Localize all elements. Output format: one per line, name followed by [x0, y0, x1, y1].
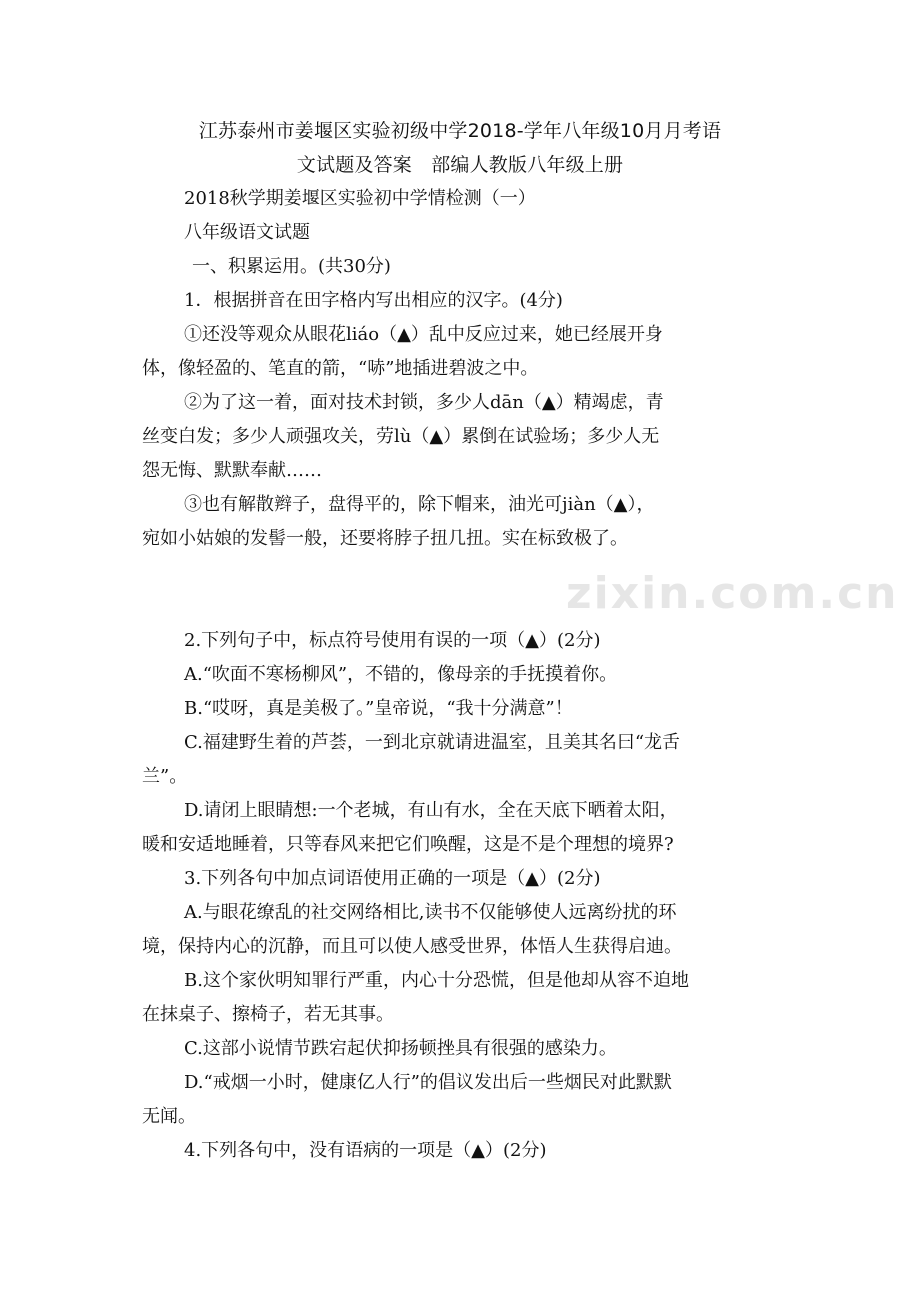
- watermark: zixin.com.cn: [566, 568, 899, 619]
- question-2-option-c-cont: 兰”。: [142, 766, 188, 787]
- question-3: 3.下列各句中加点词语使用正确的一项是（▲）(2分): [184, 868, 601, 889]
- exam-heading: 2018秋学期姜堰区实验初中学情检测（一）: [184, 188, 536, 209]
- section-heading: 一、积累运用。(共30分): [192, 256, 391, 277]
- question-1-item-2-cont: 丝变白发；多少人顽强攻关，劳lù（▲）累倒在试验场；多少人无: [142, 426, 660, 447]
- question-3-option-a-cont: 境，保持内心的沉静，而且可以使人感受世界，体悟人生获得启迪。: [142, 936, 682, 957]
- question-2-option-d-cont: 暖和安适地睡着，只等春风来把它们唤醒，这是不是个理想的境界?: [142, 834, 674, 855]
- question-2-option-a: A.“吹面不寒杨柳风”，不错的，像母亲的手抚摸着你。: [184, 664, 618, 685]
- question-3-option-a: A.与眼花缭乱的社交网络相比,读书不仅能够使人远离纷扰的环: [184, 902, 677, 923]
- question-1-item-1: ①还没等观众从眼花liáo（▲）乱中反应过来，她已经展开身: [184, 324, 663, 345]
- question-3-option-b: B.这个家伙明知罪行严重，内心十分恐慌，但是他却从容不迫地: [184, 970, 689, 991]
- question-1: 1．根据拼音在田字格内写出相应的汉字。(4分): [184, 290, 563, 311]
- question-1-item-2-cont: 怨无悔、默默奉献……: [142, 460, 322, 481]
- question-1-item-1-cont: 体，像轻盈的、笔直的箭，“哧”地插进碧波之中。: [142, 358, 539, 379]
- question-1-item-3: ③也有解散辫子，盘得平的，除下帽来，油光可jiàn（▲），: [184, 494, 655, 515]
- question-3-option-d: D.“戒烟一小时，健康亿人行”的倡议发出后一些烟民对此默默: [184, 1072, 672, 1093]
- document-title-line-2: 文试题及答案 部编人教版八年级上册: [296, 154, 624, 176]
- question-2-option-c: C.福建野生着的芦荟，一到北京就请进温室，且美其名曰“龙舌: [184, 732, 681, 753]
- question-1-item-2: ②为了这一着，面对技术封锁，多少人dān（▲）精竭虑，青: [184, 392, 664, 413]
- question-2: 2.下列句子中，标点符号使用有误的一项（▲）(2分): [184, 630, 601, 651]
- question-1-item-3-cont: 宛如小姑娘的发髻一般，还要将脖子扭几扭。实在标致极了。: [142, 528, 628, 549]
- question-4: 4.下列各句中，没有语病的一项是（▲）(2分): [184, 1140, 547, 1161]
- exam-subject: 八年级语文试题: [184, 222, 310, 243]
- question-3-option-b-cont: 在抹桌子、擦椅子，若无其事。: [142, 1004, 394, 1025]
- question-2-option-d: D.请闭上眼睛想:一个老城，有山有水，全在天底下晒着太阳，: [184, 800, 678, 821]
- question-3-option-d-cont: 无闻。: [142, 1106, 196, 1127]
- document-title-line-1: 江苏泰州市姜堰区实验初级中学2018-学年八年级10月月考语: [198, 120, 722, 142]
- question-2-option-b: B.“哎呀，真是美极了。”皇帝说，“我十分满意”！: [184, 698, 573, 719]
- question-3-option-c: C.这部小说情节跌宕起伏抑扬顿挫具有很强的感染力。: [184, 1038, 617, 1059]
